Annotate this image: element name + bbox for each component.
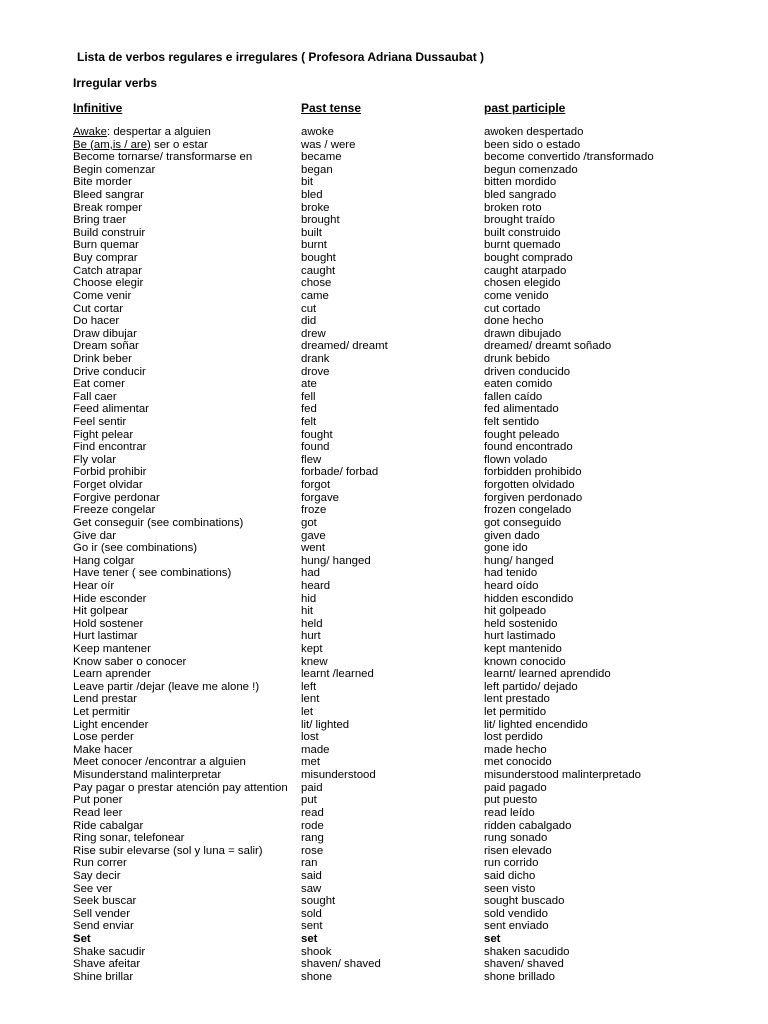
past-tense-cell: lost — [301, 731, 319, 744]
infinitive-cell: Come venir — [73, 289, 132, 302]
past-participle-cell: cut cortado — [484, 302, 541, 315]
infinitive-cell — [73, 139, 208, 152]
table-row — [73, 189, 753, 202]
past-participle-cell: forgotten olvidado — [484, 479, 575, 492]
table-row — [73, 366, 753, 379]
table-row — [73, 832, 753, 845]
infinitive-cell: Cut cortar — [73, 302, 124, 315]
table-row — [73, 227, 753, 240]
document-title: Lista de verbos regulares e irregulares ( Profesora Adriana Dussaubat ) — [77, 50, 485, 64]
past-participle-cell: shaven/ shaved — [484, 958, 564, 971]
table-row — [73, 290, 753, 303]
table-row — [73, 353, 753, 366]
column-header-past-participle: past participle — [484, 101, 566, 115]
past-tense-cell: flew — [301, 453, 322, 466]
past-tense-cell: said — [301, 869, 322, 882]
infinitive-cell: Fly volar — [73, 453, 117, 466]
past-tense-cell: read — [301, 806, 324, 819]
past-participle-cell: set — [484, 933, 501, 945]
infinitive-cell: Begin comenzar — [73, 163, 156, 176]
past-tense-cell: found — [301, 441, 330, 454]
infinitive-underlined: Awake — [73, 126, 107, 138]
infinitive-cell: Set — [73, 933, 91, 945]
past-participle-cell: hidden escondido — [484, 592, 574, 605]
past-participle-cell: seen visto — [484, 882, 536, 895]
table-row — [73, 252, 753, 265]
infinitive-cell: Become tornarse/ transformarse en — [73, 151, 253, 164]
infinitive-cell: Drink beber — [73, 352, 132, 365]
table-row — [73, 265, 753, 278]
table-row — [73, 492, 753, 505]
past-tense-cell: dreamed/ dreamt — [301, 340, 388, 353]
past-tense-cell: saw — [301, 882, 322, 895]
past-tense-cell: gave — [301, 529, 326, 542]
past-participle-cell: held sostenido — [484, 617, 558, 630]
past-participle-cell: ridden cabalgado — [484, 819, 572, 832]
infinitive-cell: Hurt lastimar — [73, 630, 138, 643]
past-tense-cell: held — [301, 617, 323, 630]
infinitive-cell: Feed alimentar — [73, 403, 149, 416]
table-row — [73, 303, 753, 316]
infinitive-cell: Give dar — [73, 529, 117, 542]
infinitive-cell: Build construir — [73, 226, 146, 239]
table-row — [73, 958, 753, 971]
table-row — [73, 441, 753, 454]
past-tense-cell: became — [301, 151, 342, 164]
table-row — [73, 933, 753, 946]
infinitive-cell: Light encender — [73, 718, 149, 731]
past-participle-cell: flown volado — [484, 453, 548, 466]
past-tense-cell: made — [301, 743, 330, 756]
table-row — [73, 769, 753, 782]
past-tense-cell: chose — [301, 277, 332, 290]
infinitive-cell: Leave partir /dejar (leave me alone !) — [73, 680, 260, 693]
past-participle-cell: bled sangrado — [484, 189, 557, 202]
past-participle-cell: caught atarpado — [484, 264, 567, 277]
past-participle-cell: sent enviado — [484, 920, 549, 933]
infinitive-translation: : despertar a alguien — [106, 126, 211, 138]
past-participle-cell: run corrido — [484, 857, 539, 870]
infinitive-cell: Drive conducir — [73, 365, 146, 378]
past-participle-cell: sold vendido — [484, 907, 548, 920]
past-participle-cell: known conocido — [484, 655, 566, 668]
infinitive-cell: Send enviar — [73, 920, 134, 933]
infinitive-cell: Go ir (see combinations) — [73, 542, 198, 555]
past-tense-cell: shook — [301, 945, 332, 958]
past-tense-cell: drank — [301, 352, 330, 365]
column-header-infinitive: Infinitive — [73, 101, 123, 115]
table-row — [73, 782, 753, 795]
infinitive-cell: Fight pelear — [73, 428, 134, 441]
infinitive-cell: Learn aprender — [73, 668, 151, 681]
infinitive-translation: ser o estar — [150, 138, 208, 151]
past-participle-cell: lost perdido — [484, 731, 543, 744]
table-row — [73, 403, 753, 416]
table-row — [73, 542, 753, 555]
table-row — [73, 139, 753, 152]
infinitive-cell: Freeze congelar — [73, 504, 156, 517]
past-participle-cell: driven conducido — [484, 365, 571, 378]
past-participle-cell: begun comenzado — [484, 163, 578, 176]
infinitive-cell: Lend prestar — [73, 693, 137, 706]
past-participle-cell: done hecho — [484, 315, 544, 328]
infinitive-cell: Seek buscar — [73, 895, 137, 908]
table-row — [73, 618, 753, 631]
past-tense-cell: lit/ lighted — [301, 718, 350, 731]
past-tense-cell: kept — [301, 642, 323, 655]
infinitive-cell: Shake sacudir — [73, 945, 146, 958]
infinitive-cell: Get conseguir (see combinations) — [73, 516, 244, 529]
past-participle-cell: given dado — [484, 529, 540, 542]
past-tense-cell: was / were — [301, 138, 356, 151]
past-participle-cell: put puesto — [484, 794, 538, 807]
table-row — [73, 214, 753, 227]
past-tense-cell: rose — [301, 844, 324, 857]
infinitive-cell: Hide esconder — [73, 592, 147, 605]
past-participle-cell: eaten comido — [484, 378, 553, 391]
table-row — [73, 429, 753, 442]
table-row — [73, 176, 753, 189]
past-tense-cell: came — [301, 289, 329, 302]
past-participle-cell: awoken despertado — [484, 126, 584, 138]
infinitive-cell: Let permitir — [73, 706, 130, 719]
infinitive-cell: Break romper — [73, 201, 143, 214]
past-tense-cell: ate — [301, 378, 317, 391]
table-row — [73, 530, 753, 543]
past-tense-cell: forbade/ forbad — [301, 466, 379, 479]
table-row — [73, 239, 753, 252]
past-tense-cell: caught — [301, 264, 336, 277]
past-participle-cell: frozen congelado — [484, 504, 572, 517]
past-tense-cell: lent — [301, 693, 320, 706]
table-row — [73, 454, 753, 467]
past-tense-cell: burnt — [301, 239, 327, 252]
infinitive-cell: Shave afeitar — [73, 958, 141, 971]
infinitive-cell: Ring sonar, telefonear — [73, 832, 185, 845]
infinitive-cell: Shine brillar — [73, 970, 134, 983]
past-tense-cell: felt — [301, 416, 317, 429]
past-participle-cell: made hecho — [484, 743, 547, 756]
past-participle-cell: hung/ hanged — [484, 554, 554, 567]
column-header-past-tense: Past tense — [301, 101, 362, 115]
infinitive-cell: Hold sostener — [73, 617, 144, 630]
table-row — [73, 643, 753, 656]
past-tense-cell: bought — [301, 252, 336, 265]
table-row — [73, 845, 753, 858]
past-participle-cell: been sido o estado — [484, 138, 581, 151]
table-row — [73, 416, 753, 429]
table-row — [73, 668, 753, 681]
table-row — [73, 706, 753, 719]
past-participle-cell: left partido/ dejado — [484, 680, 578, 693]
past-tense-cell: hung/ hanged — [301, 554, 371, 567]
past-tense-cell: drew — [301, 327, 326, 340]
infinitive-cell: Dream soñar — [73, 340, 139, 353]
past-participle-cell: met conocido — [484, 756, 552, 769]
past-tense-cell: met — [301, 756, 320, 769]
past-tense-cell: froze — [301, 504, 327, 517]
past-participle-cell: kept mantenido — [484, 642, 562, 655]
past-tense-cell: forgave — [301, 491, 339, 504]
table-row — [73, 756, 753, 769]
past-tense-cell: left — [301, 680, 317, 693]
past-participle-cell: chosen elegido — [484, 277, 561, 290]
past-participle-cell: forgiven perdonado — [484, 491, 583, 504]
past-participle-cell: heard oído — [484, 579, 539, 592]
table-row — [73, 883, 753, 896]
table-row — [73, 605, 753, 618]
table-row — [73, 580, 753, 593]
past-tense-cell: set — [301, 933, 318, 945]
table-row — [73, 202, 753, 215]
past-tense-cell: heard — [301, 579, 331, 592]
table-row — [73, 820, 753, 833]
past-participle-cell: felt sentido — [484, 416, 540, 429]
past-participle-cell: let permitido — [484, 706, 547, 719]
past-participle-cell: broken roto — [484, 201, 542, 214]
infinitive-cell: Burn quemar — [73, 239, 139, 252]
section-title: Irregular verbs — [73, 76, 158, 90]
past-tense-cell: brought — [301, 214, 340, 227]
infinitive-cell: Say decir — [73, 869, 121, 882]
infinitive-cell: Read leer — [73, 806, 123, 819]
past-participle-cell: found encontrado — [484, 441, 573, 454]
past-participle-cell: become convertido /transformado — [484, 151, 654, 164]
past-participle-cell: drawn dibujado — [484, 327, 562, 340]
infinitive-cell: Misunderstand malinterpretar — [73, 769, 222, 782]
past-tense-cell: drove — [301, 365, 330, 378]
past-tense-cell: misunderstood — [301, 769, 376, 782]
infinitive-cell: Buy comprar — [73, 252, 138, 265]
past-participle-cell: hurt lastimado — [484, 630, 556, 643]
past-tense-cell: began — [301, 163, 333, 176]
table-row — [73, 315, 753, 328]
table-row — [73, 126, 753, 139]
past-participle-cell: lit/ lighted encendido — [484, 718, 588, 731]
table-row — [73, 517, 753, 530]
table-row — [73, 971, 753, 984]
past-participle-cell: fed alimentado — [484, 403, 559, 416]
infinitive-cell: Bleed sangrar — [73, 189, 144, 202]
past-tense-cell: bit — [301, 176, 314, 189]
infinitive-cell: Meet conocer /encontrar a alguien — [73, 756, 246, 769]
table-row — [73, 794, 753, 807]
past-tense-cell: hit — [301, 605, 314, 618]
past-participle-cell: lent prestado — [484, 693, 550, 706]
table-row — [73, 807, 753, 820]
table-row — [73, 151, 753, 164]
table-row — [73, 567, 753, 580]
table-row — [73, 593, 753, 606]
past-participle-cell: shaken sacudido — [484, 945, 570, 958]
past-participle-cell: got conseguido — [484, 516, 562, 529]
table-row — [73, 555, 753, 568]
past-participle-cell: rung sonado — [484, 832, 548, 845]
table-row — [73, 378, 753, 391]
infinitive-cell: Know saber o conocer — [73, 655, 187, 668]
past-tense-cell: paid — [301, 781, 323, 794]
infinitive-cell: Bite morder — [73, 176, 132, 189]
past-participle-cell: fought peleado — [484, 428, 560, 441]
table-row — [73, 870, 753, 883]
past-participle-cell: dreamed/ dreamt soñado — [484, 340, 612, 353]
table-row — [73, 328, 753, 341]
table-row — [73, 895, 753, 908]
past-tense-cell: rode — [301, 819, 324, 832]
past-participle-cell: learnt/ learned aprendido — [484, 668, 611, 681]
table-row — [73, 391, 753, 404]
past-participle-cell: shone brillado — [484, 970, 555, 983]
infinitive-cell: See ver — [73, 882, 113, 895]
past-participle-cell: burnt quemado — [484, 239, 561, 252]
past-participle-cell: forbidden prohibido — [484, 466, 582, 479]
infinitive-cell: Pay pagar o prestar atención pay attention — [73, 781, 288, 794]
past-participle-cell: bought comprado — [484, 252, 573, 265]
past-tense-cell: cut — [301, 302, 317, 315]
table-row — [73, 731, 753, 744]
infinitive-cell: Lose perder — [73, 731, 134, 744]
table-row — [73, 744, 753, 757]
past-participle-cell: gone ido — [484, 542, 528, 555]
table-row — [73, 340, 753, 353]
past-tense-cell: built — [301, 226, 322, 239]
infinitive-cell: Keep mantener — [73, 642, 151, 655]
infinitive-cell: Sell vender — [73, 907, 130, 920]
past-participle-cell: risen elevado — [484, 844, 552, 857]
past-tense-cell: fought — [301, 428, 333, 441]
table-row — [73, 908, 753, 921]
infinitive-cell: Eat comer — [73, 378, 125, 391]
infinitive-cell: Rise subir elevarse (sol y luna = salir) — [73, 844, 263, 857]
past-participle-cell: said dicho — [484, 869, 536, 882]
past-participle-cell: bitten mordido — [484, 176, 557, 189]
table-row — [73, 693, 753, 706]
infinitive-cell: Ride cabalgar — [73, 819, 144, 832]
past-participle-cell: come venido — [484, 289, 549, 302]
infinitive-underlined: Be (am,is / are) — [73, 138, 151, 151]
past-tense-cell: sought — [301, 895, 336, 908]
past-participle-cell: fallen caído — [484, 390, 543, 403]
infinitive-cell: Hear oír — [73, 579, 115, 592]
past-participle-cell: brought traído — [484, 214, 555, 227]
infinitive-cell: Feel sentir — [73, 416, 127, 429]
past-tense-cell: forgot — [301, 479, 331, 492]
table-row — [73, 946, 753, 959]
infinitive-cell: Make hacer — [73, 743, 133, 756]
table-row — [73, 681, 753, 694]
infinitive-cell: Put poner — [73, 794, 123, 807]
infinitive-cell: Hang colgar — [73, 554, 135, 567]
past-tense-cell: broke — [301, 201, 330, 214]
past-participle-cell: paid pagado — [484, 781, 547, 794]
past-tense-cell: put — [301, 794, 317, 807]
past-tense-cell: did — [301, 315, 317, 328]
past-participle-cell: misunderstood malinterpretado — [484, 769, 642, 782]
table-row — [73, 630, 753, 643]
past-participle-cell: built construido — [484, 226, 561, 239]
verb-table — [73, 126, 753, 983]
past-tense-cell: got — [301, 516, 317, 529]
infinitive-cell: Catch atrapar — [73, 264, 143, 277]
past-tense-cell: sent — [301, 920, 323, 933]
past-participle-cell: hit golpeado — [484, 605, 547, 618]
table-row — [73, 504, 753, 517]
infinitive-cell: Bring traer — [73, 214, 127, 227]
table-row — [73, 164, 753, 177]
past-tense-cell: ran — [301, 857, 318, 870]
past-participle-cell: read leído — [484, 806, 535, 819]
past-tense-cell: shaven/ shaved — [301, 958, 381, 971]
past-tense-cell: learnt /learned — [301, 668, 374, 681]
table-row — [73, 656, 753, 669]
infinitive-cell: Have tener ( see combinations) — [73, 567, 232, 580]
past-tense-cell: sold — [301, 907, 322, 920]
infinitive-cell: Fall caer — [73, 390, 117, 403]
past-participle-cell: drunk bebido — [484, 352, 550, 365]
past-tense-cell: shone — [301, 970, 333, 983]
table-row — [73, 277, 753, 290]
infinitive-cell: Forget olvidar — [73, 479, 143, 492]
past-tense-cell: let — [301, 706, 314, 719]
past-tense-cell: hurt — [301, 630, 321, 643]
past-tense-cell: went — [301, 542, 326, 555]
past-tense-cell: rang — [301, 832, 324, 845]
infinitive-cell: Hit golpear — [73, 605, 129, 618]
table-row — [73, 466, 753, 479]
infinitive-cell: Do hacer — [73, 315, 120, 328]
infinitive-cell: Forgive perdonar — [73, 491, 160, 504]
table-row — [73, 857, 753, 870]
table-row — [73, 920, 753, 933]
table-row — [73, 479, 753, 492]
past-participle-cell: had tenido — [484, 567, 538, 580]
past-tense-cell: hid — [301, 592, 317, 605]
past-tense-cell: awoke — [301, 126, 334, 138]
past-tense-cell: knew — [301, 655, 328, 668]
past-participle-cell: sought buscado — [484, 895, 565, 908]
infinitive-cell: Choose elegir — [73, 277, 144, 290]
past-tense-cell: bled — [301, 189, 323, 202]
infinitive-cell: Find encontrar — [73, 441, 147, 454]
infinitive-cell: Run correr — [73, 857, 127, 870]
table-row — [73, 719, 753, 732]
past-tense-cell: fell — [301, 390, 316, 403]
infinitive-cell: Draw dibujar — [73, 327, 137, 340]
infinitive-cell — [73, 126, 211, 139]
past-tense-cell: fed — [301, 403, 317, 416]
past-tense-cell: had — [301, 567, 321, 580]
infinitive-cell: Forbid prohibir — [73, 466, 147, 479]
